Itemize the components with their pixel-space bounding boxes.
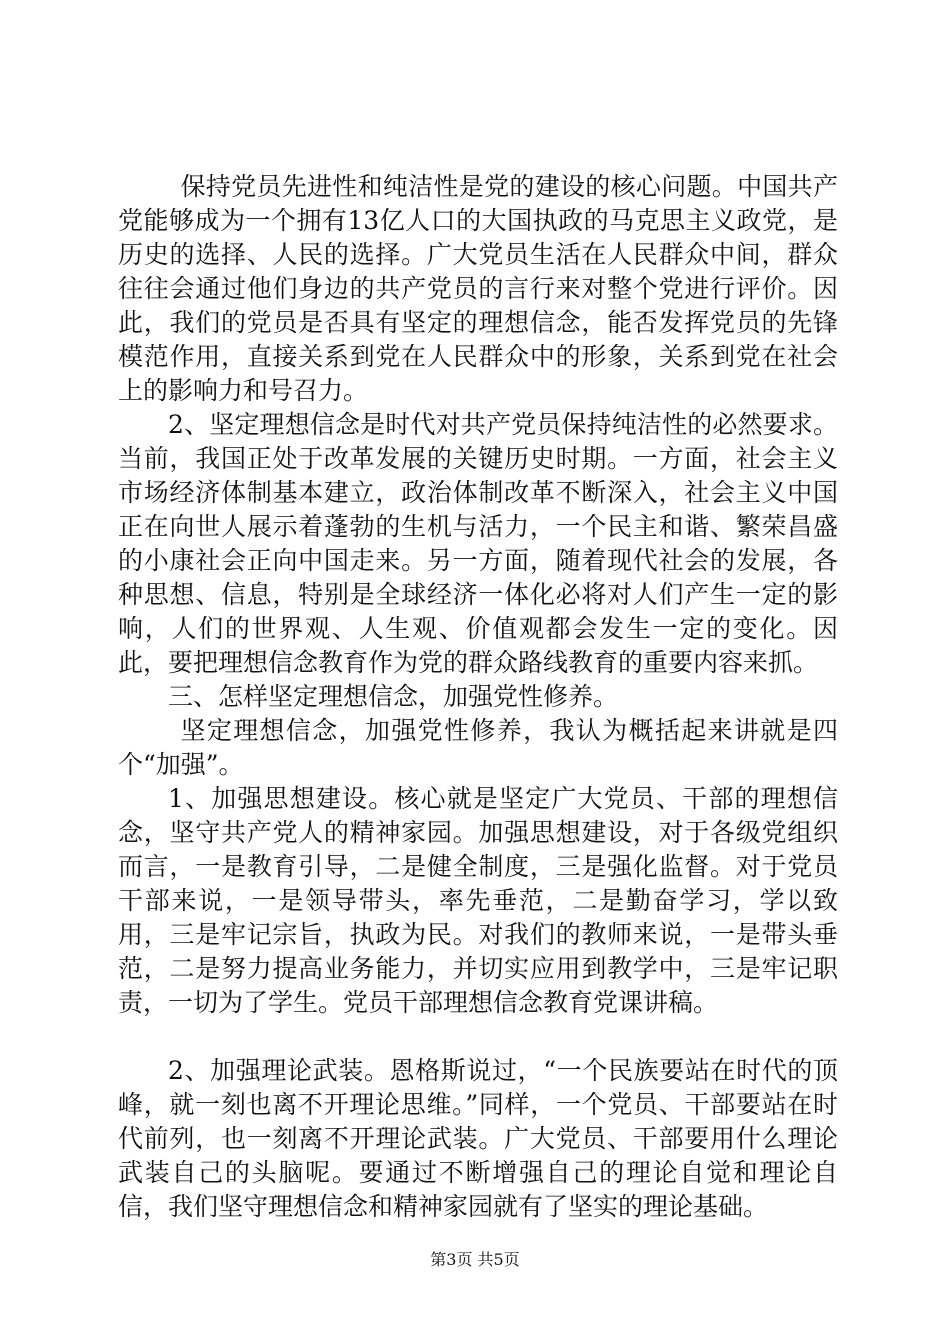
- paragraph-point-2: 2、坚定理想信念是时代对共产党员保持纯洁性的必然要求。当前，我国正处于改革发展的关键历史时期。一方面，社会主义市场经济体制基本建立，政治体制改革不断深入，社会主义中国正在向世人展示着蓬勃的生机与活力，一个民主和谐、繁荣昌盛的小康社会正向中国走来。另一方面，随着现代社会的发展，各种思想、信息，特别是全球经济一体化必将对人们产生一定的影响，人们的世界观、人生观、价值观都会发生一定的变化。因此，要把理想信念教育作为党的群众路线教育的重要内容来抓。: [118, 410, 838, 677]
- paragraph-four-strengthen: 坚定理想信念，加强党性修养，我认为概括起来讲就是四个“加强”。: [118, 716, 838, 779]
- paragraph-intro: 保持党员先进性和纯洁性是党的建设的核心问题。中国共产党能够成为一个拥有13亿人口的大国执政的马克思主义政党，是历史的选择、人民的选择。广大党员生活在人民群众中间，群众往往会通过他们身边的共产党员的言行来对整个党进行评价。因此，我们的党员是否具有坚定的理想信念，能否发挥党员的先锋模范作用，直接关系到党在人民群众中的形象，关系到党在社会上的影响力和号召力。: [118, 172, 838, 405]
- paragraph-theory: 2、加强理论武装。恩格斯说过，“一个民族要站在时代的顶峰，就一刻也离不开理论思维。”同样，一个党员、干部要站在时代前列，也一刻离不开理论武装。广大党员、干部要用什么理论武装自己的头脑呢。要通过不断增强自己的理论自觉和理论自信，我们坚守理想信念和精神家园就有了坚实的理论基础。: [118, 1056, 838, 1221]
- page-footer: 第3页 共5页: [430, 1250, 520, 1269]
- document-body: [118, 170, 838, 1224]
- paragraph-ideology: 1、加强思想建设。核心就是坚定广大党员、干部的理想信念，坚守共产党人的精神家园。加强思想建设，对于各级党组织而言，一是教育引导，二是健全制度，三是强化监督。对于党员干部来说，一是领导带头，率先垂范，二是勤奋学习，学以致用，三是牢记宗旨，执政为民。对我们的教师来说，一是带头垂范，二是努力提高业务能力，并切实应用到教学中，三是牢记职责，一切为了学生。党员干部理想信念教育党课讲稿。: [118, 784, 838, 1017]
- section-heading-3: 三、怎样坚定理想信念，加强党性修养。: [168, 682, 619, 711]
